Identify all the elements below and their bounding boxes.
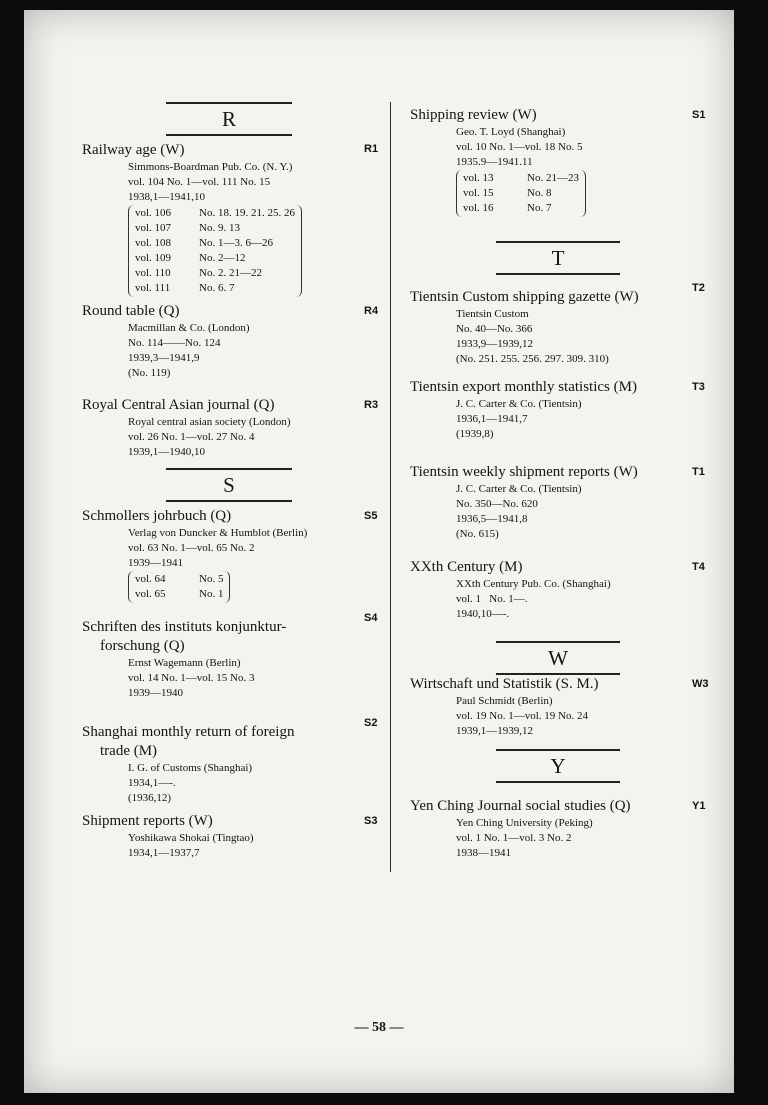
entry-title: Schmollers johrbuch (Q)	[82, 508, 232, 524]
entry-title: Tientsin weekly shipment reports (W)	[410, 464, 638, 480]
volume-list	[128, 205, 302, 297]
volume-row: vol. 110 No. 2. 21—22	[135, 267, 262, 279]
entry-dates: 1936,5—1941,8	[456, 513, 528, 525]
volume-row: vol. 108 No. 1—3. 6—26	[135, 237, 273, 249]
entry-dates: 1938—1941	[456, 847, 511, 859]
entry-title: Tientsin Custom shipping gazette (W)	[410, 289, 639, 305]
entry-publisher: Paul Schmidt (Berlin)	[456, 695, 553, 707]
entry-tientsin-weekly	[410, 463, 710, 542]
entry-publisher: I. G. of Customs (Shanghai)	[128, 762, 253, 774]
entry-missing: (No. 119)	[128, 367, 171, 379]
volume-list	[128, 571, 230, 603]
entry-publisher: XXth Century Pub. Co. (Shanghai)	[456, 578, 611, 590]
entry-title: Railway age (W)	[82, 142, 185, 158]
section-letter: R	[221, 107, 236, 131]
volume-row: vol. 107 No. 9. 13	[135, 222, 240, 234]
entry-dates: 1936,1—1941,7	[456, 413, 528, 425]
entry-title: Wirtschaft und Statistik (S. M.)	[410, 676, 599, 692]
page-number: — 58 —	[354, 1020, 404, 1035]
entry-range: No. 114——No. 124	[128, 337, 221, 349]
entry-code: R4	[364, 305, 379, 317]
entry-range: vol. 14 No. 1—vol. 15 No. 3	[128, 672, 255, 684]
volume-row: vol. 106 No. 18. 19. 21. 25. 26	[135, 207, 295, 219]
entry-royal-central-asian	[82, 396, 382, 460]
section-letter: S	[223, 473, 235, 497]
entry-code: S1	[692, 109, 706, 121]
entry-missing: (No. 615)	[456, 528, 499, 540]
entry-dates: 1939,1—1940,10	[128, 446, 205, 458]
entry-code: T2	[692, 282, 705, 294]
entry-publisher: J. C. Carter & Co. (Tientsin)	[456, 398, 582, 410]
volume-list	[456, 170, 586, 217]
entry-title: Schriften des instituts konjunktur-	[82, 619, 287, 635]
entry-dates: 1939—1941	[128, 557, 183, 569]
entry-tientsin-export	[410, 378, 710, 442]
entry-publisher: Ernst Wagemann (Berlin)	[128, 657, 241, 669]
entry-dates: 1940,10—-.	[456, 608, 510, 620]
section-rule	[496, 781, 620, 783]
entry-missing: (1936,12)	[128, 792, 172, 804]
entry-wirtschaft	[410, 675, 710, 739]
entry-range: vol. 1 No. 1—vol. 3 No. 2	[456, 832, 572, 844]
entry-missing: (No. 251. 255. 256. 297. 309. 310)	[456, 353, 609, 365]
entry-range: No. 350—No. 620	[456, 498, 538, 510]
entry-shipping-review	[410, 106, 710, 217]
entry-schriften	[82, 612, 382, 701]
entry-shanghai-monthly	[82, 717, 382, 806]
section-letter: W	[548, 646, 568, 670]
entry-code: S5	[364, 510, 378, 522]
entry-title: Round table (Q)	[82, 303, 180, 319]
volume-row: vol. 13 No. 21—23	[463, 172, 579, 184]
entry-publisher: Yen Ching University (Peking)	[456, 817, 593, 829]
entry-shipment-reports	[82, 812, 382, 861]
volume-row: vol. 111 No. 6. 7	[135, 282, 235, 294]
entry-code: T3	[692, 381, 705, 393]
column-divider	[390, 102, 391, 872]
entry-title: Shanghai monthly return of foreign	[82, 724, 295, 740]
entry-publisher: Yoshikawa Shokai (Tingtao)	[128, 832, 254, 844]
entry-code: R3	[364, 399, 379, 411]
volume-row: vol. 16 No. 7	[463, 202, 552, 214]
entry-missing: (1939,8)	[456, 428, 494, 440]
entry-code: S3	[364, 815, 378, 827]
entry-publisher: Tientsin Custom	[456, 308, 529, 320]
entry-dates: 1939,1—1939,12	[456, 725, 533, 737]
section-header-t	[496, 241, 620, 275]
entry-dates: 1933,9—1939,12	[456, 338, 533, 350]
entry-range: vol. 104 No. 1—vol. 111 No. 15	[128, 176, 271, 188]
entry-code: S2	[364, 717, 378, 729]
entry-code: T1	[692, 466, 705, 478]
entry-range: vol. 63 No. 1—vol. 65 No. 2	[128, 542, 255, 554]
entry-title: Tientsin export monthly statistics (M)	[410, 379, 637, 395]
entry-dates: 1938,1—1941,10	[128, 191, 205, 203]
entry-range: vol. 10 No. 1—vol. 18 No. 5	[456, 141, 583, 153]
section-rule	[166, 134, 292, 136]
entry-publisher: Macmillan & Co. (London)	[128, 322, 250, 334]
entry-code: T4	[692, 561, 705, 573]
entry-publisher: Royal central asian society (London)	[128, 416, 291, 428]
entry-title: Shipping review (W)	[410, 107, 537, 123]
entry-range: No. 40—No. 366	[456, 323, 533, 335]
entry-publisher: J. C. Carter & Co. (Tientsin)	[456, 483, 582, 495]
volume-row: vol. 109 No. 2—12	[135, 252, 246, 264]
entry-publisher: Simmons-Boardman Pub. Co. (N. Y.)	[128, 161, 293, 173]
entry-code: Y1	[692, 800, 706, 812]
section-rule	[496, 273, 620, 275]
section-header-r	[166, 102, 292, 136]
entry-dates: 1934,1—1937,7	[128, 847, 200, 859]
entry-dates: 1939,3—1941,9	[128, 352, 200, 364]
volume-row: vol. 15 No. 8	[463, 187, 552, 199]
section-rule	[166, 500, 292, 502]
entry-title-continued: trade (M)	[100, 743, 158, 759]
section-letter: Y	[550, 754, 566, 778]
entry-schmollers	[82, 507, 382, 603]
entry-dates: 1934,1—-.	[128, 777, 176, 789]
section-header-s	[166, 468, 292, 502]
entry-range: vol. 1 No. 1—.	[456, 593, 528, 605]
section-header-w	[496, 641, 620, 675]
entry-railway-age	[82, 141, 382, 297]
entry-publisher: Verlag von Duncker & Humblot (Berlin)	[128, 527, 308, 539]
section-header-y	[496, 749, 620, 783]
entry-round-table	[82, 302, 382, 381]
entry-range: vol. 19 No. 1—vol. 19 No. 24	[456, 710, 588, 722]
entry-title: Shipment reports (W)	[82, 813, 213, 829]
entry-dates: 1935.9—1941.11	[456, 156, 533, 168]
entry-range: vol. 26 No. 1—vol. 27 No. 4	[128, 431, 255, 443]
entry-code: W3	[692, 678, 709, 690]
section-letter: T	[551, 246, 565, 270]
entry-title: Royal Central Asian journal (Q)	[82, 397, 275, 413]
entry-title: XXth Century (M)	[410, 559, 523, 575]
entry-publisher: Geo. T. Loyd (Shanghai)	[456, 126, 566, 138]
catalog-page	[24, 10, 734, 1093]
volume-row: vol. 65 No. 1	[135, 588, 224, 600]
entry-code: R1	[364, 143, 379, 155]
entry-xxth-century	[410, 558, 710, 622]
volume-row: vol. 64 No. 5	[135, 573, 224, 585]
entry-yen-ching	[410, 797, 710, 861]
entry-dates: 1939—1940	[128, 687, 183, 699]
entry-tientsin-custom	[410, 282, 710, 367]
entry-code: S4	[364, 612, 378, 624]
entry-title-continued: forschung (Q)	[100, 638, 185, 654]
entry-title: Yen Ching Journal social studies (Q)	[410, 798, 631, 814]
